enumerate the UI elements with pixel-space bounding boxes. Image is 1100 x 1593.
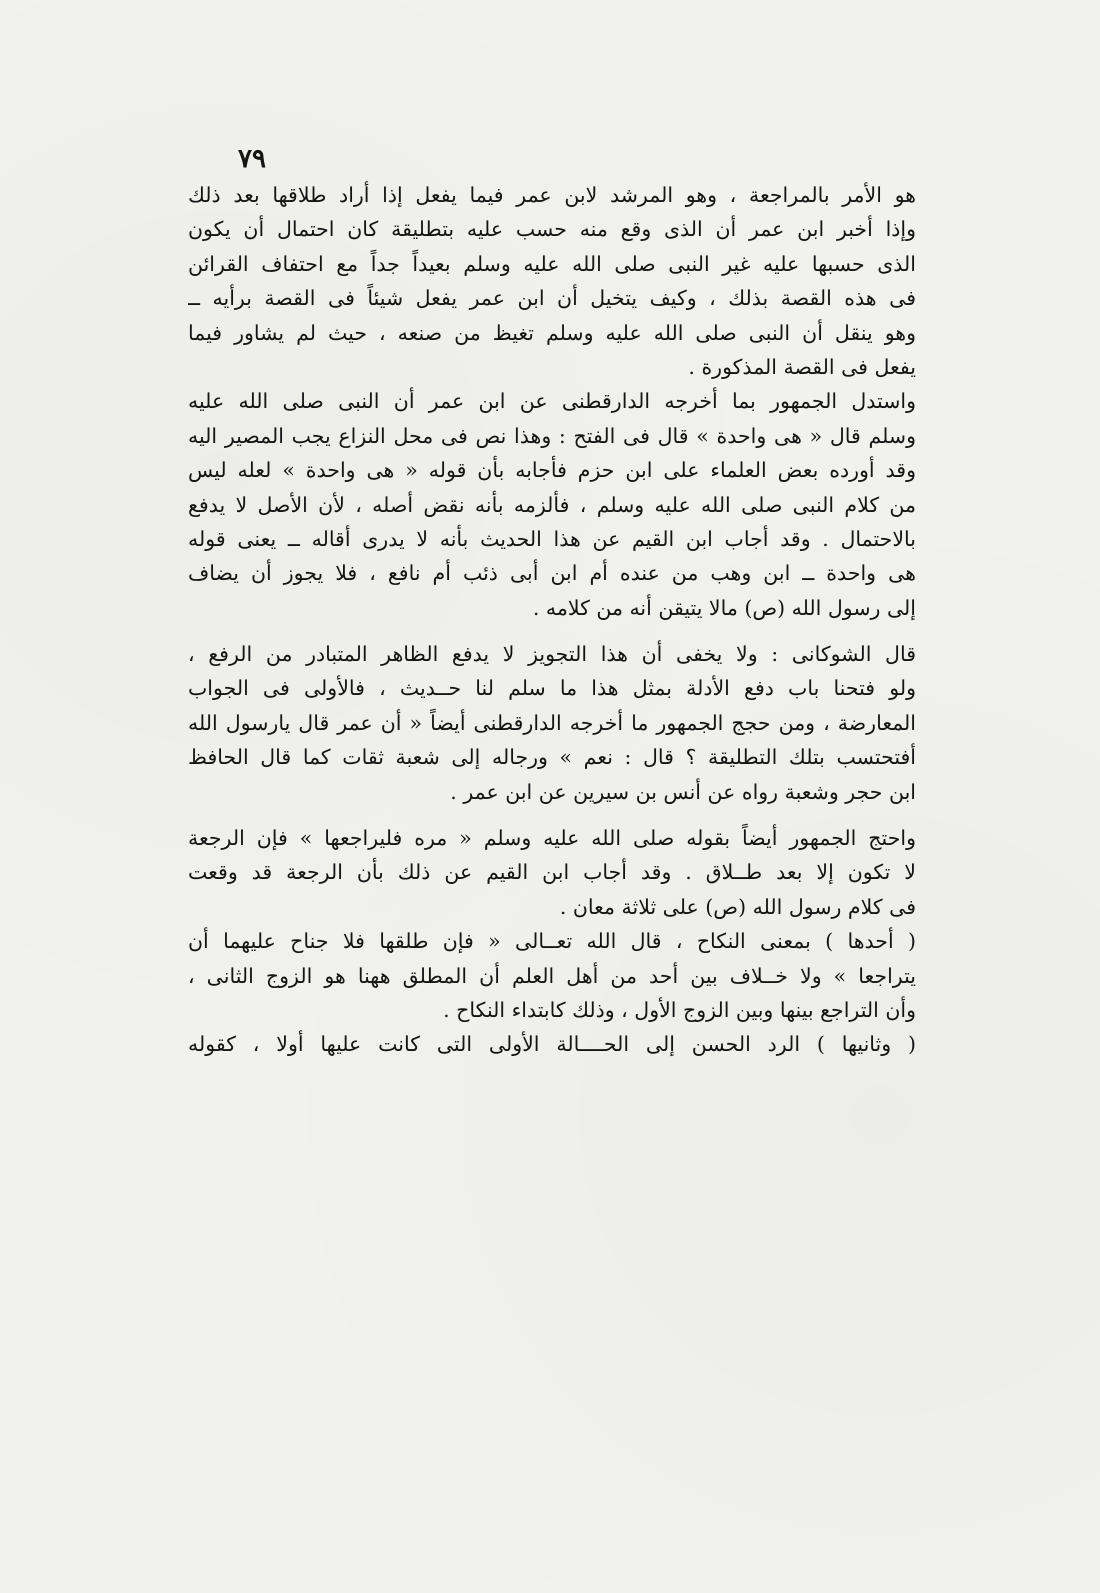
text-line: فى كلام رسول الله (ص) على ثلاثة معان . (559, 894, 916, 919)
text-line: ( وثانيها ) الرد الحسن إلى الحــــالة الأولى التى كانت عليها أولا ، كقوله (188, 1032, 916, 1057)
paragraph-1 (188, 178, 916, 384)
text-line: لا تكون إلا بعد طــلاق . وقد أجاب ابن القيم عن ذلك بأن الرجعة قد وقعت (188, 860, 916, 885)
text-line: وأن التراجع بينها وبين الزوج الأول ، وذلك كابتداء النكاح . (443, 997, 916, 1022)
text-line: وإذا أخبر ابن عمر أن الذى وقع منه حسب عليه بتطليقة كان احتمال أن يكون (188, 217, 916, 242)
text-line: ولو فتحنا باب دفع الأدلة بمثل هذا ما سلم لنا حــديث ، فالأولى فى الجواب (188, 676, 916, 701)
text-line: يتراجعا » ولا خــلاف بين أحد من أهل العلم أن المطلق ههنا هو الزوج الثانى ، (188, 963, 916, 988)
text-line: المعارضة ، ومن حجج الجمهور ما أخرجه الدارقطنى أيضاً « أن عمر قال يارسول الله (188, 710, 916, 735)
text-line: أفتحتسب بتلك التطليقة ؟ قال : نعم » ورجاله إلى شعبة ثقات كما قال الحافظ (188, 745, 916, 770)
paragraph-4 (188, 821, 916, 924)
text-line: وهو ينقل أن النبى صلى الله عليه وسلم تغيظ من صنعه ، حيث لم يشاور فيما (188, 320, 916, 345)
text-line: بالاحتمال . وقد أجاب ابن القيم عن هذا الحديث بأنه لا يدرى أقاله ــ يعنى قوله (188, 526, 916, 551)
body-text (188, 178, 916, 1062)
text-line: ابن حجر وشعبة رواه عن أنس بن سيرين عن ابن عمر . (450, 779, 916, 804)
text-line: واستدل الجمهور بما أخرجه الدارقطنى عن ابن عمر أن النبى صلى الله عليه (188, 389, 916, 414)
text-line: وسلم قال « هى واحدة » قال فى الفتح : وهذا نص فى محل النزاع يجب المصير اليه (188, 423, 916, 448)
text-line: هو الأمر بالمراجعة ، وهو المرشد لابن عمر فيما يفعل إذا أراد طلاقها بعد ذلك (188, 183, 916, 207)
text-line: ( أحدها ) بمعنى النكاح ، قال الله تعــالى « فإن طلقها فلا جناح عليهما أن (188, 929, 916, 954)
paragraph-6 (188, 1027, 916, 1061)
paragraph-gap (188, 809, 916, 821)
text-line: إلى رسول الله (ص) مالا يتيقن أنه من كلامه . (532, 595, 916, 620)
text-line: يفعل فى القصة المذكورة . (688, 354, 916, 379)
page-number: ٧٩ (238, 144, 266, 174)
text-line: قال الشوكانى : ولا يخفى أن هذا التجويز لا يدفع الظاهر المتبادر من الرفع ، (188, 642, 916, 667)
paragraph-2 (188, 384, 916, 625)
text-line: واحتج الجمهور أيضاً بقوله صلى الله عليه وسلم « مره فليراجعها » فإن الرجعة (188, 826, 916, 851)
text-line: هى واحدة ــ ابن وهب من عنده أم ابن أبى ذئب أم نافع ، فلا يجوز أن يضاف (188, 561, 916, 586)
text-line: من كلام النبى صلى الله عليه وسلم ، فألزمه بأنه نقض أصله ، لأن الأصل لا يدفع (188, 492, 916, 517)
text-line: وقد أورده بعض العلماء على ابن حزم فأجابه بأن قوله « هى واحدة » لعله ليس (188, 458, 916, 483)
paragraph-5 (188, 924, 916, 1027)
paragraph-gap (188, 625, 916, 637)
text-line: الذى حسبها عليه غير النبى صلى الله عليه وسلم بعيداً جداً مع احتفاف القرائن (188, 251, 916, 276)
paragraph-3 (188, 637, 916, 809)
text-line: فى هذه القصة بذلك ، وكيف يتخيل أن ابن عمر يفعل شيئاً فى القصة برأيه ــ (188, 286, 916, 311)
